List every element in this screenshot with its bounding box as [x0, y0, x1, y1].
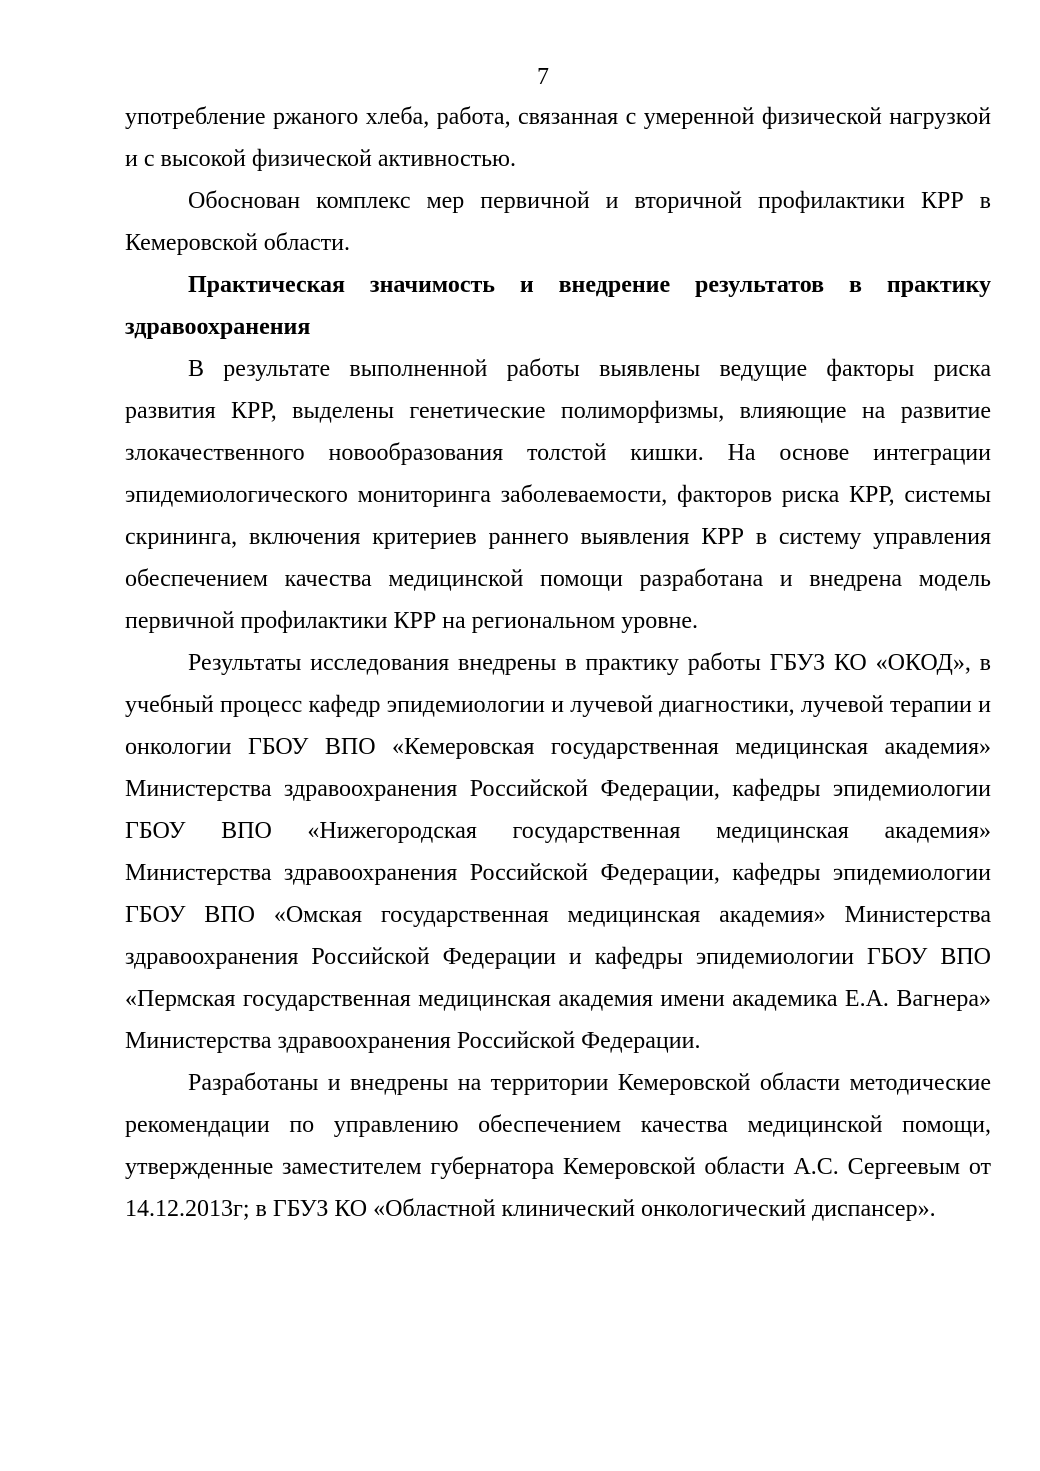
paragraph-results: В результате выполненной работы выявлены ведущие факторы риска развития КРР, выделены генетические полиморфизмы, влияющие на развитие злокачественного новообразования толстой кишки. На основе интеграции эпидемиологического мониторинга заболеваемости, факторов риска КРР, системы скрининга, включения критериев раннего выявления КРР в систему управления обеспечением качества медицинской помощи разработана и внедрена модель первичной профилактики КРР на региональном уровне.	[125, 356, 991, 634]
paragraph-continuation: употребление ржаного хлеба, работа, связанная с умеренной физической нагрузкой и с высокой физической активностью.	[125, 104, 991, 172]
paragraph-implementation: Результаты исследования внедрены в практику работы ГБУЗ КО «ОКОД», в учебный процесс кафедр эпидемиологии и лучевой диагностики, лучевой терапии и онкологии ГБОУ ВПО «Кемеровская государственная медицинская академия» Министерства здравоохранения Российской Федерации, кафедры эпидемиологии ГБОУ ВПО «Нижегородская государственная медицинская академия» Министерства здравоохранения Российской Федерации, кафедры эпидемиологии ГБОУ ВПО «Омская государственная медицинская академия» Министерства здравоохранения Российской Федерации и кафедры эпидемиологии ГБОУ ВПО «Пермская государственная медицинская академия имени академика Е.А. Вагнера» Министерства здравоохранения Российской Федерации.	[125, 650, 991, 1054]
paragraph-recommendations: Разработаны и внедрены на территории Кемеровской области методические рекомендации по управлению обеспечением качества медицинской помощи, утвержденные заместителем губернатора Кемеровской области А.С. Сергеевым от 14.12.2013г; в ГБУЗ КО «Областной клинический онкологический диспансер».	[125, 1070, 991, 1222]
paragraph-prevention-measures: Обоснован комплекс мер первичной и вторичной профилактики КРР в Кемеровской области.	[125, 188, 991, 256]
section-heading-practical-significance: Практическая значимость и внедрение результатов в практику здравоохранения	[125, 272, 991, 340]
body-text	[125, 96, 991, 1230]
page-number: 7	[537, 64, 549, 90]
